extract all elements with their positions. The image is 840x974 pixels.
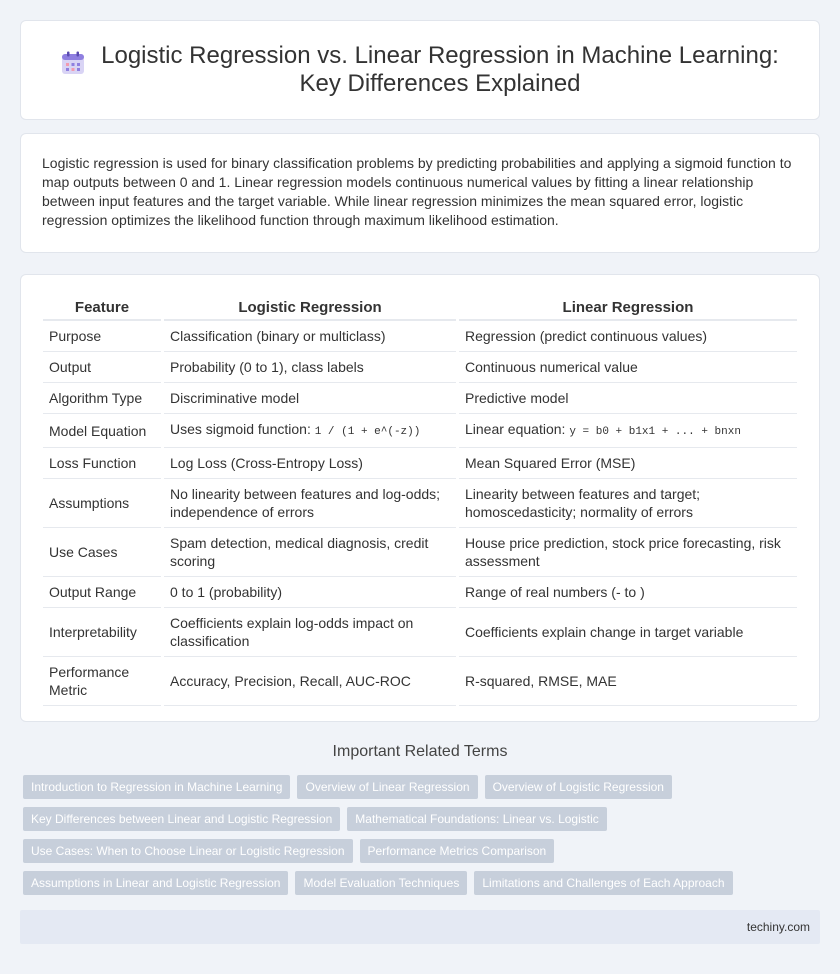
related-terms-title: Important Related Terms (332, 743, 508, 760)
tag-row (23, 839, 823, 863)
intro-paragraph: Logistic regression is used for binary classification problems by predicting probabilities and applying a sigmoid function to map outputs between 0 and 1. Linear regression models continuous numerical values by fitting a linear relationship between input features and the target variable. While linear regression minimizes the mean squared error, logistic regression optimizes the likelihood function through maximum likelihood estimation. (42, 155, 792, 228)
table-row (43, 479, 797, 528)
cell-linear: Mean Squared Error (MSE) (459, 448, 797, 479)
tag-row (23, 807, 823, 831)
table-row (43, 608, 797, 657)
table-row (43, 352, 797, 383)
header-linear: Linear Regression (459, 295, 797, 321)
cell-linear (459, 414, 797, 448)
cell-feature: Loss Function (43, 448, 161, 479)
table-header-row (43, 295, 797, 321)
cell-feature: Assumptions (43, 479, 161, 528)
header-logistic: Logistic Regression (164, 295, 456, 321)
cell-linear: R-squared, RMSE, MAE (459, 657, 797, 706)
cell-linear: Range of real numbers (- to ) (459, 577, 797, 608)
cell-logistic: Probability (0 to 1), class labels (164, 352, 456, 383)
cell-linear: Linearity between features and target; homoscedasticity; normality of errors (459, 479, 797, 528)
related-tag[interactable]: Overview of Linear Regression (297, 775, 477, 799)
table-row (43, 321, 797, 352)
related-tag[interactable]: Overview of Logistic Regression (485, 775, 672, 799)
cell-logistic (164, 414, 456, 448)
related-tag[interactable]: Introduction to Regression in Machine Learning (23, 775, 290, 799)
related-tag[interactable]: Limitations and Challenges of Each Approach (474, 871, 732, 895)
related-tag[interactable]: Use Cases: When to Choose Linear or Logistic Regression (23, 839, 353, 863)
related-tag[interactable]: Assumptions in Linear and Logistic Regression (23, 871, 288, 895)
related-tag[interactable]: Key Differences between Linear and Logistic Regression (23, 807, 340, 831)
related-tag[interactable]: Performance Metrics Comparison (360, 839, 555, 863)
tag-row (23, 871, 823, 895)
cell-logistic: No linearity between features and log-odds; independence of errors (164, 479, 456, 528)
cell-feature: Use Cases (43, 528, 161, 577)
footer (20, 910, 820, 944)
cell-feature: Performance Metric (43, 657, 161, 706)
cell-feature: Interpretability (43, 608, 161, 657)
table-row (43, 414, 797, 448)
cell-feature: Output (43, 352, 161, 383)
cell-logistic: Spam detection, medical diagnosis, credit scoring (164, 528, 456, 577)
cell-logistic-text: Uses sigmoid function: (170, 421, 311, 437)
cell-logistic: Coefficients explain log-odds impact on classification (164, 608, 456, 657)
page-title: Logistic Regression vs. Linear Regression in Machine Learning: Key Differences Explained (101, 42, 779, 97)
related-tag[interactable]: Model Evaluation Techniques (295, 871, 467, 895)
table-row (43, 657, 797, 706)
intro-card (20, 133, 820, 253)
cell-linear: House price prediction, stock price forecasting, risk assessment (459, 528, 797, 577)
table-row (43, 448, 797, 479)
cell-feature: Model Equation (43, 414, 161, 448)
cell-feature: Algorithm Type (43, 383, 161, 414)
cell-logistic: Discriminative model (164, 383, 456, 414)
cell-logistic: Log Loss (Cross-Entropy Loss) (164, 448, 456, 479)
cell-logistic: Accuracy, Precision, Recall, AUC-ROC (164, 657, 456, 706)
header-feature: Feature (43, 295, 161, 321)
table-row (43, 577, 797, 608)
title-card (20, 20, 820, 120)
linear-equation: y = b0 + b1x1 + ... + bnxn (569, 426, 741, 438)
comparison-table (40, 295, 800, 706)
cell-logistic: Classification (binary or multiclass) (164, 321, 456, 352)
cell-linear: Coefficients explain change in target variable (459, 608, 797, 657)
table-row (43, 528, 797, 577)
cell-logistic: 0 to 1 (probability) (164, 577, 456, 608)
cell-linear: Predictive model (459, 383, 797, 414)
cell-feature: Output Range (43, 577, 161, 608)
related-tag[interactable]: Mathematical Foundations: Linear vs. Logistic (347, 807, 606, 831)
cell-linear: Regression (predict continuous values) (459, 321, 797, 352)
cell-linear: Continuous numerical value (459, 352, 797, 383)
cell-linear-text: Linear equation: (465, 421, 566, 437)
cell-feature: Purpose (43, 321, 161, 352)
table-row (43, 383, 797, 414)
tag-row (23, 775, 823, 799)
footer-site-link[interactable]: techiny.com (746, 920, 810, 934)
calendar-icon (60, 50, 86, 76)
related-terms-tags (23, 775, 823, 903)
sigmoid-equation: 1 / (1 + e^(-z)) (314, 426, 421, 438)
comparison-table-card (20, 274, 820, 722)
